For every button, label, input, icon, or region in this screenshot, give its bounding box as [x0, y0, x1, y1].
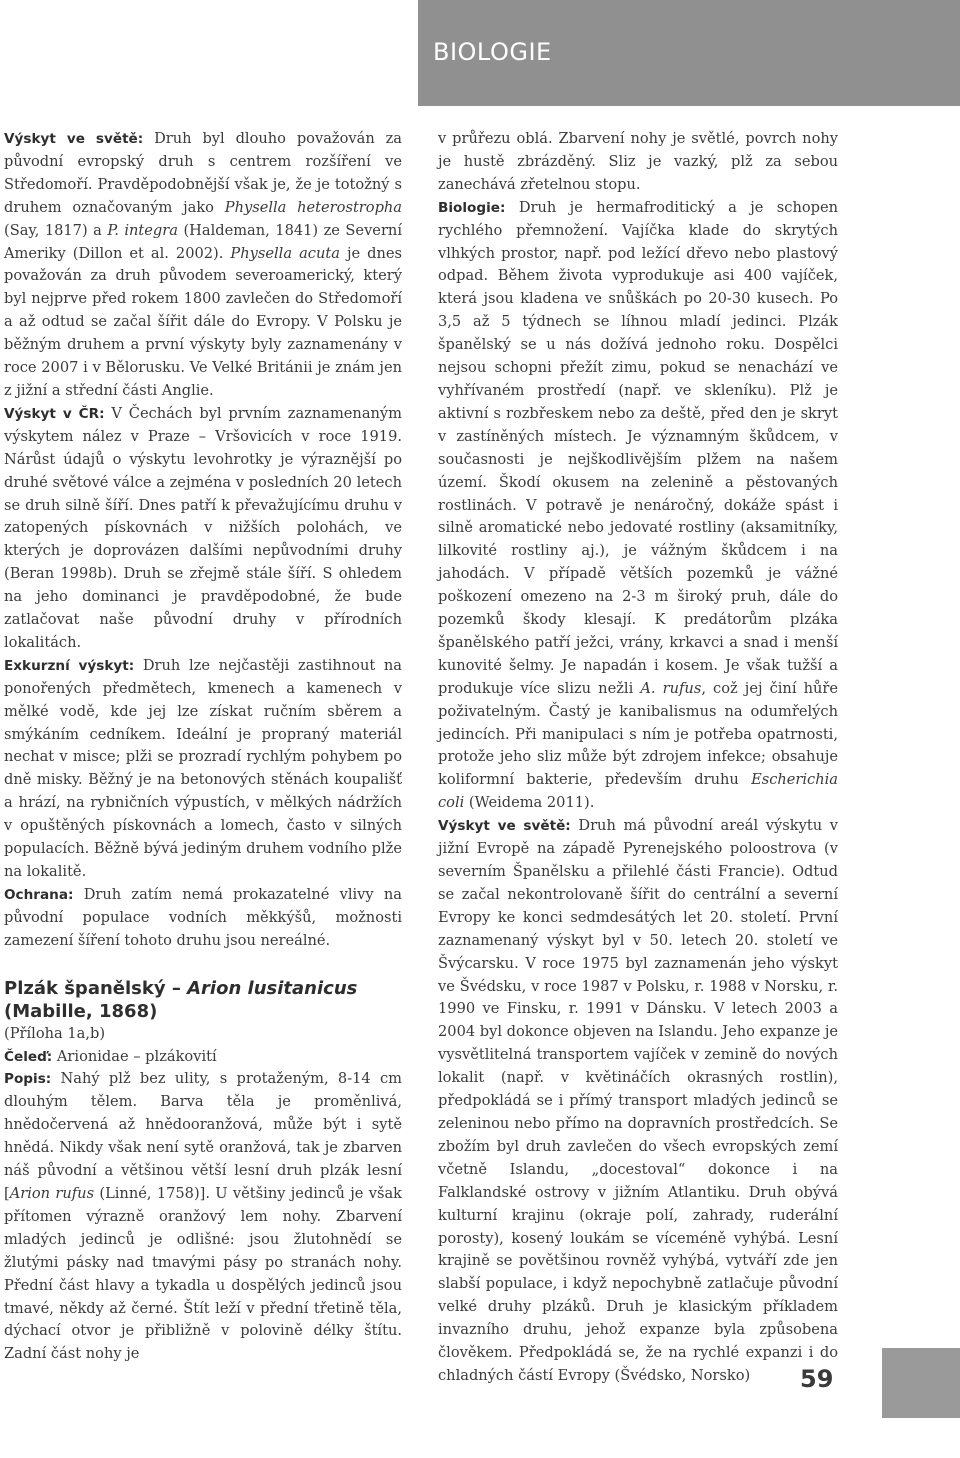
heading-species: Arion lusitanicus [187, 977, 358, 999]
paragraph-label: Výskyt ve světě: [438, 818, 571, 835]
paragraph-label: Exkurzní výskyt: [4, 657, 135, 674]
paragraph-text: Druh byl dlouho považován za původní evropský druh s centrem rozšíření ve Středomoří. Pravděpodobnější však je, že je totožný s druhem označovaným jako [4, 130, 403, 216]
paragraph-text: Arionidae – plzákovití [56, 1047, 217, 1065]
appendix-reference: (Příloha 1a,b) [4, 1024, 106, 1042]
species-heading [4, 977, 402, 1023]
paragraph-text: (Linné, 1758)]. U většiny jedinců je však přítomen výrazně oranžový lem nohy. Zbarvení mladých jedinců je odlišné: jsou žlutohnědí se žlutými pásky nad tmavými pásy po stranách nohy. Přední část hlavy a tykadla u dospělých jedinců jsou tmavé, někdy až černé. Štít leží v přední třetině těla, dýchací otvor je přibližně v polovině délky štítu. Zadní část nohy je [4, 1184, 402, 1363]
paragraph-text: Druh je hermafroditický a je schopen rychlého přemnožení. Vajíčka klade do skrytých vlhkých prostor, např. pod ležící dřevo nebo plastový odpad. Během života vyprodukuje asi 400 vajíček, která jsou kladena ve snůškách po 20-30 kusech. Po 3,5 až 5 týdnech se líhnou mladí jedinci. Plzák španělský se u nás dožívá jednoho roku. Dospělci nejsou schopni přežít zimu, pokud se nenachází ve vyhřívaném prostředí (např. ve skleníku). Plž je aktivní s rozbřeskem nebo za deště, před den je skryt v zastíněných místech. Je významným škůdcem, v současnosti je nejškodlivějším plžem na našem území. Škodí okusem na zelenině a pěstovaných rostlinách. V potravě je nenáročný, dokáže spást i silně aromatické nebo jedovaté rostliny (aksamitníky, lilkovité rostliny aj.), je vážným škůdcem i na jahodách. V případě větších pozemků je vážné poškození omezeno na 2-3 m široký pruh, dále do pozemků škody klesají. K predátorům plzáka španělského patří ježci, vrány, krkavci a snad i menší kunovité šelmy. Je napadán i kosem. Je však tužší a produkuje více slizu nežli [438, 198, 839, 697]
paragraph-label: Čeleď: [4, 1048, 53, 1065]
paragraph-label: Popis: [4, 1071, 52, 1088]
paragraph-text: (Haldeman, 1841) ze Severní Ameriky (Dillon et al. 2002). [4, 221, 402, 262]
paragraph-text: , což jej činí hůře poživatelným. Častý je kanibalismus na odumřelých jedincích. Při manipulaci s ním je potřeba opatrnosti, protože jeho sliz může být zdrojem infekce; obsahuje koliformní bakterie, především druhu [438, 679, 839, 789]
paragraph-cr-occurrence [4, 403, 402, 655]
page-corner-band [882, 1348, 960, 1418]
species-name: Arion rufus [9, 1184, 95, 1202]
paragraph-continued: v průřezu oblá. Zbarvení nohy je světlé, povrch nohy je hustě zbrázděný. Sliz je vazký, plž za sebou zanechává zřetelnou stopu. [438, 130, 838, 193]
right-column [438, 128, 838, 1388]
paragraph-text: Druh lze nejčastěji zastihnout na ponořených předmětech, kmenech a kamenech v mělké vodě, kde jej lze získat ručním sběrem a smýkáním cedníkem. Ideální je propraný materiál nechat v misce; plži se prozradí rychlým pohybem po dně misky. Běžný je na betonových stěnách koupališť a hrází, na rybničních výpustích, v mělkých nádržích v opuštěných pískovnách a lomech, často v silných populacích. Běžně bývá jediným druhem vodního plže na lokalitě. [4, 656, 403, 880]
page-number: 59 [800, 1365, 834, 1393]
paragraph-label: Výskyt v ČR: [4, 405, 105, 422]
paragraph-protection [4, 884, 402, 953]
paragraph-label: Ochrana: [4, 886, 74, 903]
heading-author: (Mabille, 1868) [4, 1000, 158, 1022]
paragraph-text: (Say, 1817) a [4, 221, 108, 239]
paragraph-text: V Čechách byl prvním zaznamenaným výskytem nález v Praze – Vršovicích v roce 1919. Nárůst údajů o výskytu levohrotky je výraznější po druhé světové válce a zejména v posledních 20 letech se druh silně šíří. Dnes patří k převažujícímu druhu v zatopených pískovnách v nižších polohách, ve kterých je doprovázen dalšími nepůvodními druhy (Beran 1998b). Druh se zřejmě stále šíří. S ohledem na jeho dominanci je pravděpodobné, že bude zatlačovat naše původní druhy v přírodních lokalitách. [4, 404, 402, 651]
paragraph-world-occurrence-2 [438, 815, 838, 1388]
heading-text: Plzák španělský – [4, 977, 188, 999]
species-name: Escherichia coli [438, 771, 838, 812]
paragraph-text: je dnes považován za druh původem severoamerický, který byl nejprve před rokem 1800 zavlečen do Středomoří a až odtud se začal šířit dále do Evropy. V Polsku je běžným druhem a první výskyty byly zaznamenány v roce 2007 i v Bělorusku. Ve Velké Británii je znám jen z jižní a střední části Anglie. [4, 244, 402, 399]
paragraph-biology [438, 197, 838, 815]
paragraph-label: Výskyt ve světě: [4, 131, 144, 147]
species-name: A. rufus [640, 679, 702, 697]
paragraph-excursion [4, 655, 402, 884]
species-name: Physella heterostropha [224, 198, 403, 216]
species-name: P. integra [107, 221, 178, 239]
left-column [4, 128, 402, 1366]
section-label: BIOLOGIE [433, 38, 552, 66]
paragraph-text: Druh má původní areál výskytu v jižní Evropě na západě Pyrenejského poloostrova (v severním Španělsku a přilehlé části Francie). Odtud se začal nekontrolovaně šířit do centrální a severní Evropy ke konci sedmdesátých let 20. století. První zaznamenaný výskyt byl v 50. letech 20. století ve Švýcarsku. V roce 1975 byl zaznamenán jeho výskyt ve Švédsku, v roce 1987 v Polsku, r. 1988 v Norsku, r. 1990 ve Finsku, r. 1991 v Dánsku. V letech 2003 a 2004 byl dokonce objeven na Islandu. Jeho expanze je vysvětlitelná transportem vajíček v zemině do nových lokalit (např. v květináčích okrasných rostlin), předpokládá se i přímý transport mladých jedinců se zeleninou nebo přímo na dopravních prostředcích. Se zbožím byl druh zavlečen do všech evropských zemí včetně Islandu, „docestoval“ dokonce i na Falklandské ostrovy v jižním Atlantiku. Druh obývá kulturní krajinu (okraje polí, zahrady, ruderální porosty), kosený loukám se víceméně vyhýbá. Lesní krajině se povětšinou rovněž vyhýbá, vytváří zde jen slabší populace, i když nepochybně zatlačuje původní velké druhy plzáků. Druh je klasickým příkladem invazního druhu, jehož expanze byla způsobena člověkem. Předpokládá se, že na rychlé expanzi i do chladných částí Evropy (Švédsko, Norsko) [438, 817, 839, 1384]
family-line [4, 1046, 402, 1069]
species-name: Physella acuta [230, 244, 340, 262]
paragraph-label: Biologie: [438, 199, 506, 216]
paragraph-text: Druh zatím nemá prokazatelné vlivy na původní populace vodních měkkýšů, možnosti zamezení šíření tohoto druhu jsou nereálné. [4, 885, 402, 949]
paragraph-description [4, 1068, 402, 1366]
paragraph-world-occurrence [4, 128, 402, 403]
paragraph-text: (Weidema 2011). [464, 794, 595, 812]
paragraph-text: Nahý plž bez ulity, s protaženým, 8-14 cm dlouhým tělem. Barva těla je proměnlivá, hnědočervená až hnědooranžová, může být i sytě hnědá. Nikdy však není sytě oranžová, tak je zbarven náš původní a většinou větší lesní druh plzák lesní [ [4, 1070, 402, 1202]
